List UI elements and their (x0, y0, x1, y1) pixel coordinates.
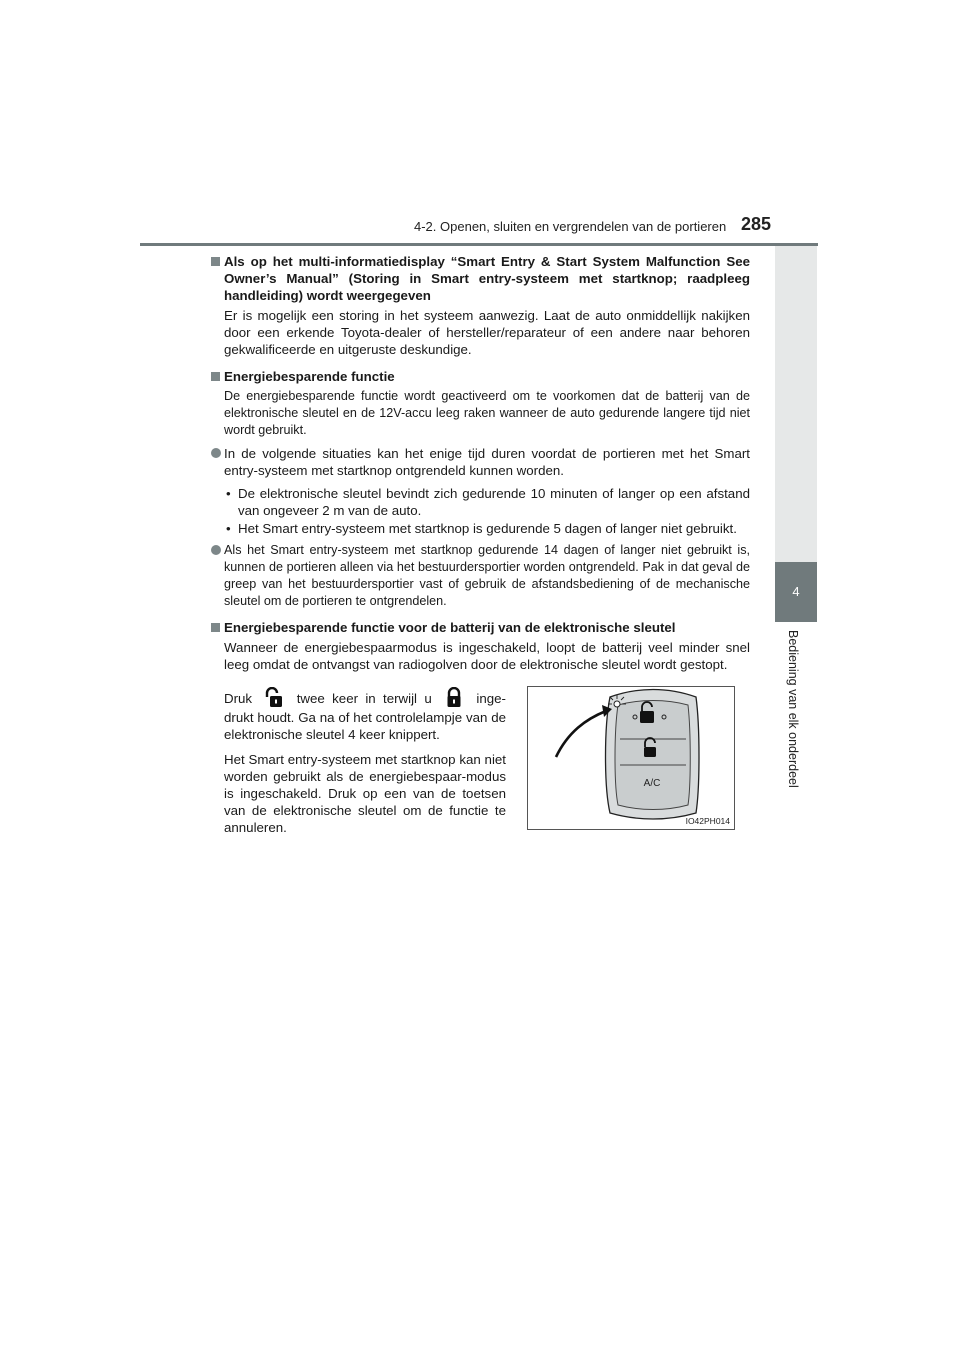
sub-marker: • (226, 521, 231, 536)
bullet-text: Als het Smart entry-systeem met startknop gedurende 14 dagen of langer niet gebruikt is, kunnen de portieren alleen via het bestuurdersportier worden ontgrendeld. Pak in dat geval de greep van het bestuurdersportier vast of gebruik de afstandsbediening of de mechanische sleutel om de portieren te ontgrendelen. (224, 543, 750, 608)
section-heading (210, 368, 750, 385)
page-content (210, 253, 750, 835)
unlock-icon (259, 687, 289, 709)
section-paragraph: Wanneer de energiebespaarmodus is ingeschakeld, loopt de batterij veel minder snel leeg omdat de ontvangst van radiogolven door de elektronische sleutel wordt gestopt. (224, 640, 750, 672)
chapter-label: Bediening van elk onderdeel (786, 630, 800, 788)
sub-text: Het Smart entry-systeem met startknop is gedurende 5 dagen of langer niet gebruikt. (238, 521, 737, 536)
instruction-with-figure (210, 677, 750, 835)
page-number: 285 (741, 214, 772, 234)
bullet-item (210, 542, 750, 610)
section-energy-saving (210, 368, 750, 610)
bullet-text: In de volgende situaties kan het enige tijd duren voordat de portieren met het Smart entry-systeem met startknop ontgrendeld kunnen worden. (224, 446, 750, 478)
sub-text: De elektronische sleutel bevindt zich gedurende 10 minuten of langer op een afstand van ongeveer 2 m van de auto. (238, 486, 750, 518)
sub-item (210, 485, 750, 519)
lock-icon (439, 687, 469, 709)
heading-square-marker (211, 372, 220, 381)
fob-button-label: A/C (643, 778, 661, 789)
heading-text: Energiebesparende functie voor de batterij van de elektronische sleutel (224, 620, 676, 635)
instruction-part: Druk (224, 691, 253, 706)
key-fob-figure (527, 686, 735, 830)
section-heading (210, 253, 750, 304)
sub-item (210, 520, 750, 537)
section-heading (210, 619, 750, 636)
instruction-paragraph (224, 687, 506, 743)
figure-code: IO42PH014 (685, 816, 730, 826)
bullet-dot (211, 545, 221, 555)
key-fob-illustration (528, 687, 734, 829)
heading-square-marker (211, 623, 220, 632)
instruction-text-column (224, 677, 506, 844)
bullet-item (210, 445, 750, 479)
heading-text: Energiebesparende functie (224, 369, 395, 384)
section-paragraph: Er is mogelijk een storing in het systeem aanwezig. Laat de auto onmiddellijk nakijken door een erkende Toyota-dealer of hersteller/reparateur of een andere naar behoren gekwalificeerde en uitgeruste deskundige. (224, 308, 750, 357)
sub-marker: • (226, 486, 231, 501)
section-key-battery (210, 619, 750, 835)
heading-text: Als op het multi-informatiedisplay “Smart Entry & Start System Malfunction See Owner’s Manual” (Storing in Smart entry-systeem met startknop; raadpleeg handleiding) wordt weergegeven (224, 254, 750, 303)
instruction-part: twee keer in terwijl u (296, 691, 432, 706)
bullet-dot (211, 448, 221, 458)
section-paragraph: De energiebesparende functie wordt geactiveerd om te voorkomen dat de batterij van de elektronische sleutel en de 12V-accu leeg raken wanneer de auto gedurende langere tijd niet wordt gebruikt. (224, 389, 750, 437)
instruction-note: Het Smart entry-systeem met startknop kan niet worden gebruikt als de energiebespaar-modus is ingeschakeld. Druk op een van de toetsen van de elektronische sleutel om de functie te annuleren. (224, 752, 506, 835)
chapter-sidebar (775, 246, 817, 562)
chapter-tab: 4 (775, 562, 817, 622)
instruction-part: inge-drukt houdt. Ga na of het controlelampje van de elektronische sleutel 4 keer knippert. (224, 691, 506, 742)
header-rule (140, 243, 818, 246)
section-malfunction (210, 253, 750, 358)
heading-square-marker (211, 257, 220, 266)
header-section-title: 4-2. Openen, sluiten en vergrendelen van de portieren (414, 219, 727, 234)
